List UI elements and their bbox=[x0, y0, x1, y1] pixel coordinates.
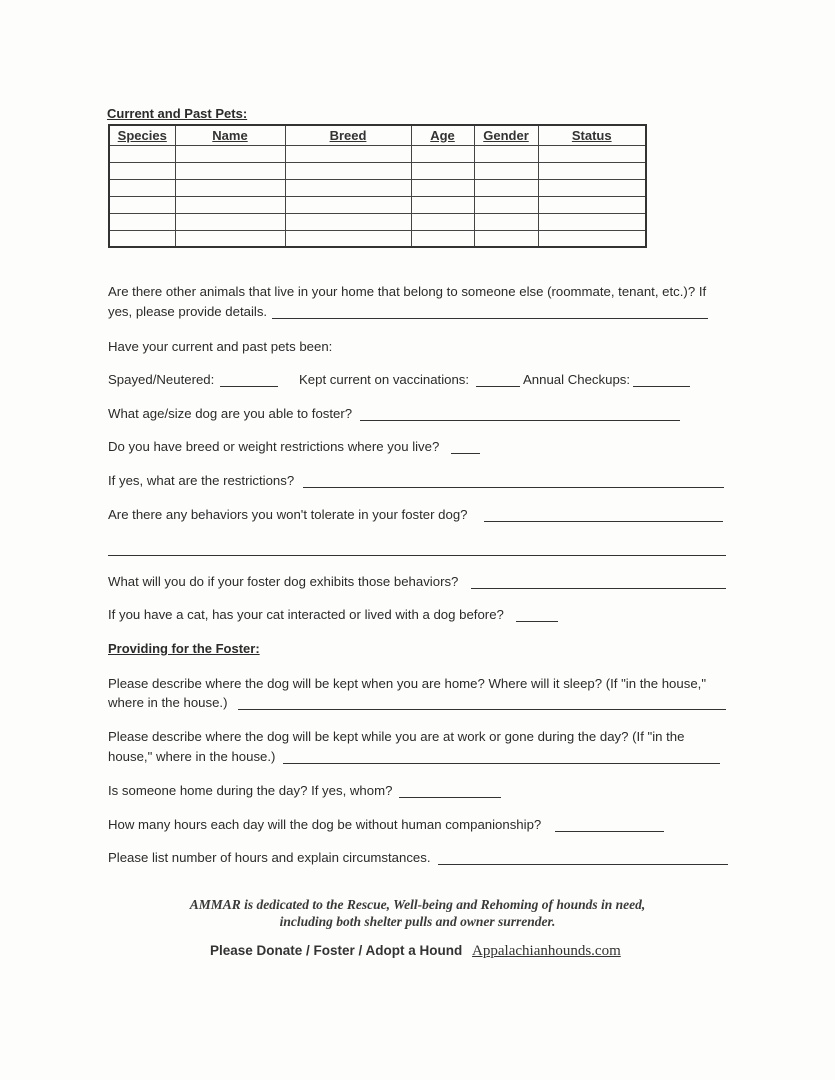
table-cell[interactable] bbox=[109, 230, 175, 247]
column-header-species: Species bbox=[109, 125, 175, 145]
behaviors-question: Are there any behaviors you won't tolerate in your foster dog? bbox=[108, 507, 468, 522]
mission-statement-line1: AMMAR is dedicated to the Rescue, Well-being and Rehoming of hounds in need, bbox=[189, 897, 646, 912]
vaccinations-answer-line[interactable] bbox=[476, 386, 520, 387]
column-header-status: Status bbox=[538, 125, 646, 145]
age-size-question: What age/size dog are you able to foster? bbox=[108, 406, 353, 421]
table-cell[interactable] bbox=[411, 145, 474, 162]
pets-been-label: Have your current and past pets been: bbox=[108, 339, 333, 354]
table-cell[interactable] bbox=[285, 230, 411, 247]
table-cell[interactable] bbox=[474, 179, 538, 196]
table-cell[interactable] bbox=[411, 196, 474, 213]
exhibits-answer-line[interactable] bbox=[471, 588, 726, 589]
table-cell[interactable] bbox=[285, 196, 411, 213]
table-row bbox=[109, 162, 646, 179]
age-size-answer-line[interactable] bbox=[360, 420, 680, 421]
kept-home-question-line2: where in the house.) bbox=[108, 695, 228, 710]
other-animals-question-line2: yes, please provide details. bbox=[108, 304, 268, 319]
column-header-gender: Gender bbox=[474, 125, 538, 145]
table-row bbox=[109, 145, 646, 162]
breed-restrictions-answer-line[interactable] bbox=[451, 453, 480, 454]
table-cell[interactable] bbox=[538, 213, 646, 230]
table-cell[interactable] bbox=[109, 196, 175, 213]
someone-home-question: Is someone home during the day? If yes, whom? bbox=[108, 783, 393, 798]
vaccinations-label: Kept current on vaccinations: bbox=[299, 372, 470, 387]
table-cell[interactable] bbox=[285, 179, 411, 196]
footer-cta bbox=[210, 943, 621, 960]
other-animals-answer-line[interactable] bbox=[272, 318, 708, 319]
table-cell[interactable] bbox=[109, 145, 175, 162]
cat-answer-line[interactable] bbox=[516, 621, 558, 622]
hours-alone-question: How many hours each day will the dog be without human companionship? bbox=[108, 817, 542, 832]
column-header-age: Age bbox=[411, 125, 474, 145]
pets-section-heading: Current and Past Pets: bbox=[107, 106, 248, 121]
table-cell[interactable] bbox=[411, 179, 474, 196]
list-hours-question: Please list number of hours and explain circumstances. bbox=[108, 850, 431, 865]
pets-table bbox=[108, 124, 647, 248]
table-cell[interactable] bbox=[538, 230, 646, 247]
table-cell[interactable] bbox=[411, 213, 474, 230]
table-cell[interactable] bbox=[285, 145, 411, 162]
table-cell[interactable] bbox=[175, 145, 285, 162]
table-cell[interactable] bbox=[109, 162, 175, 179]
kept-work-question-line1: Please describe where the dog will be kept while you are at work or gone during the day? (If "in the bbox=[108, 729, 685, 744]
someone-home-answer-line[interactable] bbox=[399, 797, 501, 798]
checkups-answer-line[interactable] bbox=[633, 386, 690, 387]
table-cell[interactable] bbox=[474, 213, 538, 230]
table-cell[interactable] bbox=[538, 179, 646, 196]
cat-question: If you have a cat, has your cat interacted or lived with a dog before? bbox=[108, 607, 504, 622]
breed-restrictions-question: Do you have breed or weight restrictions where you live? bbox=[108, 439, 440, 454]
other-animals-question-line1: Are there other animals that live in your home that belong to someone else (roommate, tenant, etc.)? If bbox=[108, 284, 707, 299]
column-header-breed: Breed bbox=[285, 125, 411, 145]
kept-work-answer-line[interactable] bbox=[283, 763, 720, 764]
kept-home-answer-line[interactable] bbox=[238, 709, 726, 710]
website-link[interactable]: Appalachianhounds.com bbox=[472, 943, 621, 959]
exhibits-question: What will you do if your foster dog exhibits those behaviors? bbox=[108, 574, 459, 589]
pets-table-header-row bbox=[109, 125, 646, 145]
table-cell[interactable] bbox=[109, 213, 175, 230]
table-row bbox=[109, 179, 646, 196]
table-cell[interactable] bbox=[109, 179, 175, 196]
kept-home-question-line1: Please describe where the dog will be kept when you are home? Where will it sleep? (If "in the house," bbox=[108, 676, 706, 691]
table-row bbox=[109, 213, 646, 230]
kept-work-question-line2: house," where in the house.) bbox=[108, 749, 276, 764]
footer-cta-text: Please Donate / Foster / Adopt a Hound bbox=[210, 943, 463, 958]
table-cell[interactable] bbox=[285, 162, 411, 179]
restrictions-question: If yes, what are the restrictions? bbox=[108, 473, 295, 488]
table-cell[interactable] bbox=[538, 162, 646, 179]
table-cell[interactable] bbox=[474, 162, 538, 179]
behaviors-answer-line[interactable] bbox=[484, 521, 723, 522]
table-cell[interactable] bbox=[175, 196, 285, 213]
hours-alone-answer-line[interactable] bbox=[555, 831, 664, 832]
table-cell[interactable] bbox=[474, 196, 538, 213]
table-cell[interactable] bbox=[474, 230, 538, 247]
providing-section-heading: Providing for the Foster: bbox=[108, 641, 260, 656]
table-cell[interactable] bbox=[474, 145, 538, 162]
table-cell[interactable] bbox=[285, 213, 411, 230]
column-header-name: Name bbox=[175, 125, 285, 145]
checkups-label: Annual Checkups: bbox=[523, 372, 631, 387]
behaviors-answer-line-2[interactable] bbox=[108, 555, 726, 556]
table-cell[interactable] bbox=[538, 196, 646, 213]
table-row bbox=[109, 196, 646, 213]
table-cell[interactable] bbox=[175, 230, 285, 247]
restrictions-answer-line[interactable] bbox=[303, 487, 724, 488]
mission-statement-line2: including both shelter pulls and owner surrender. bbox=[279, 914, 556, 929]
list-hours-answer-line[interactable] bbox=[438, 864, 728, 865]
table-cell[interactable] bbox=[175, 213, 285, 230]
table-cell[interactable] bbox=[538, 145, 646, 162]
table-cell[interactable] bbox=[411, 230, 474, 247]
table-cell[interactable] bbox=[411, 162, 474, 179]
table-cell[interactable] bbox=[175, 162, 285, 179]
spayed-answer-line[interactable] bbox=[220, 386, 278, 387]
spayed-label: Spayed/Neutered: bbox=[108, 372, 215, 387]
table-cell[interactable] bbox=[175, 179, 285, 196]
table-row bbox=[109, 230, 646, 247]
